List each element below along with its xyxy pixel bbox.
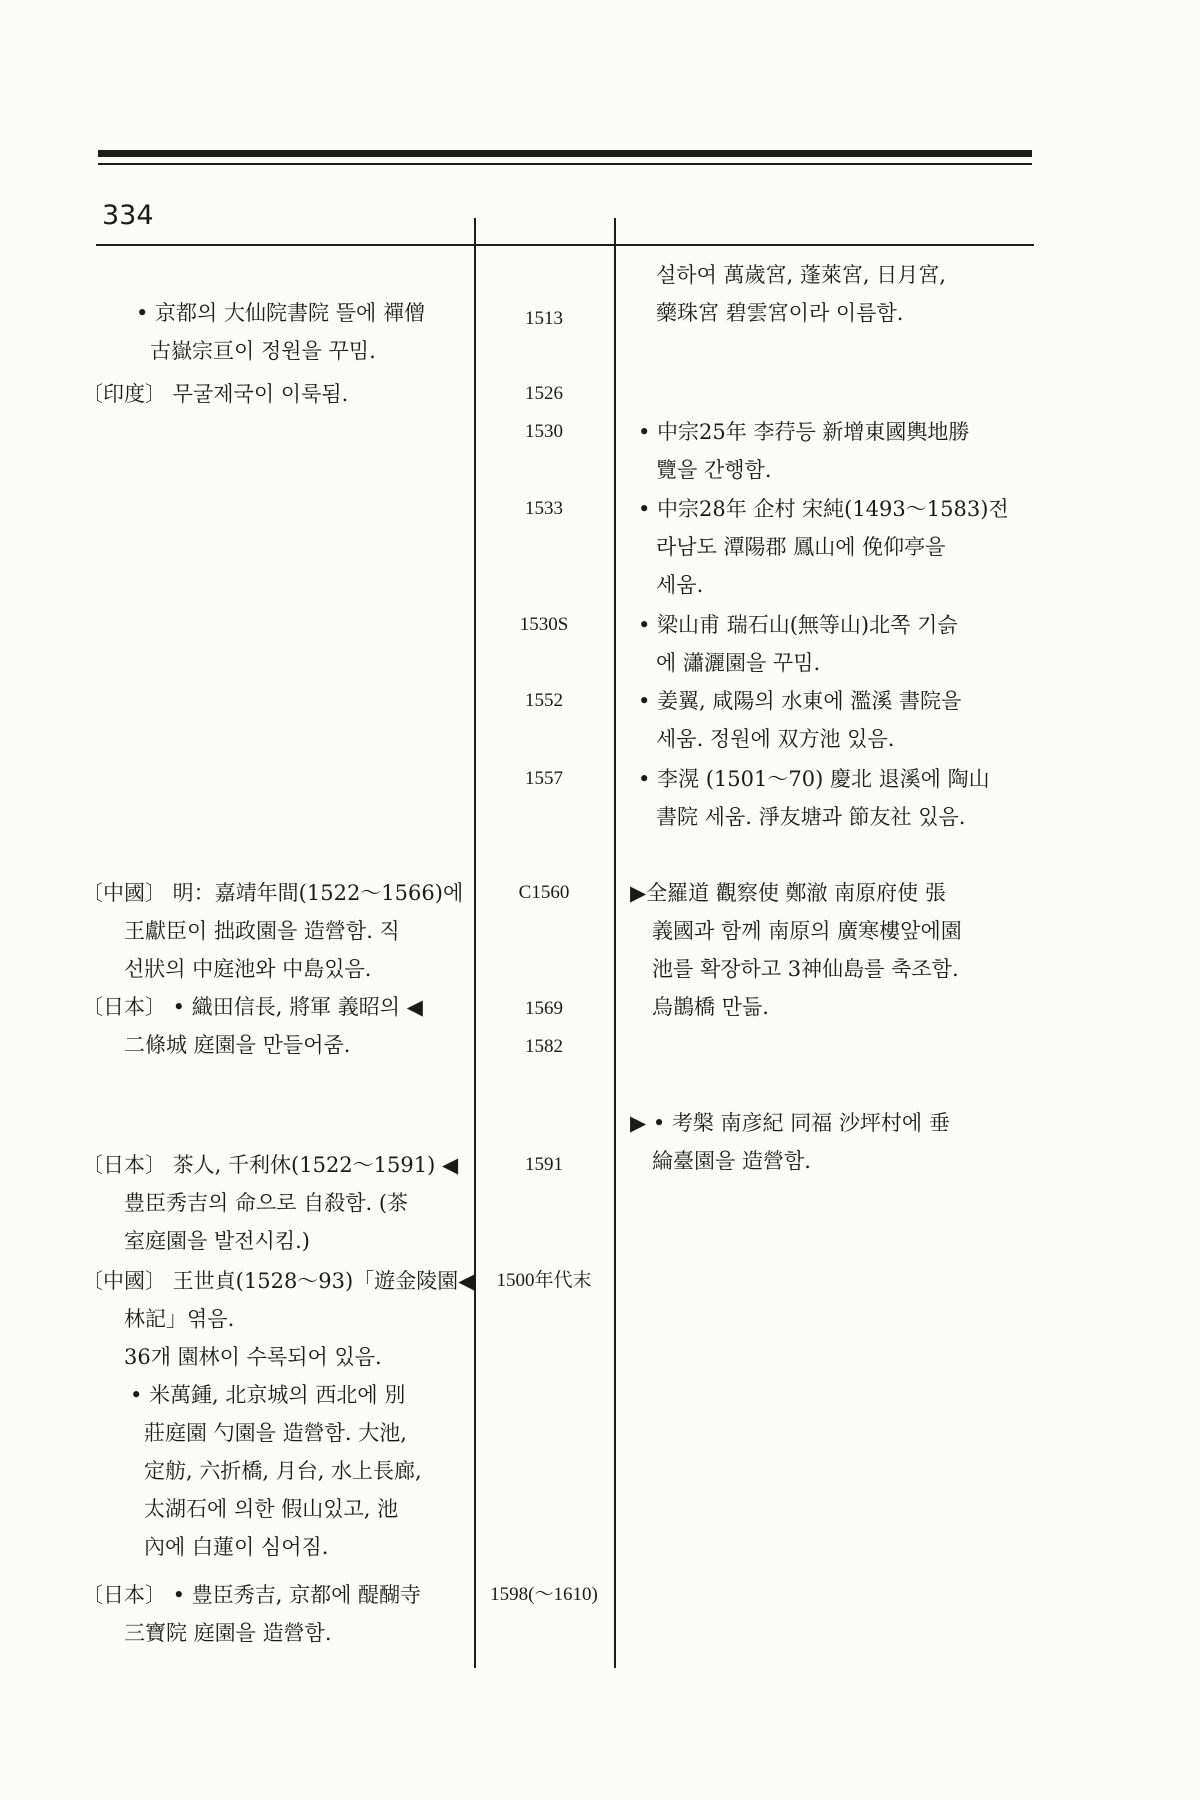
year-label: 1530S (519, 614, 569, 635)
right-entry-suryundae (630, 1104, 950, 1180)
text-line: 세움. (656, 573, 704, 597)
year-label: 1569 (525, 998, 563, 1019)
text-line: 內에 白蓮이 심어짐. (144, 1535, 329, 1559)
text-line: 라남도 潭陽郡 鳳山에 俛仰亭을 (656, 535, 946, 559)
left-entry-nijo (82, 988, 423, 1064)
text-line: 二條城 庭園을 만들어줌. (124, 1033, 351, 1057)
text-line: ▶ • 考槃 南彦紀 同福 沙坪村에 垂 (630, 1111, 950, 1135)
text-line: • 姜翼, 咸陽의 水東에 濫溪 書院을 (638, 689, 962, 713)
year-label: 1598(～1610) (490, 1584, 598, 1605)
text-line: 義國과 함께 南原의 廣寒樓앞에園 (652, 919, 962, 943)
text-line: 林記」엮음. (124, 1307, 235, 1331)
text-line: • 中宗28年 企村 宋純(1493～1583)전 (638, 497, 1009, 521)
text-line: 〔日本〕 • 織田信長, 將軍 義昭의 ◀ (82, 995, 423, 1019)
year-label: 1591 (525, 1154, 563, 1175)
year-label: 1500年代末 (496, 1270, 592, 1291)
right-entry-palace-names (656, 256, 946, 332)
text-line: 池를 확장하고 3神仙島를 축조함. (652, 957, 959, 981)
text-line: • 京都의 大仙院書院 뜰에 禪僧 (136, 301, 425, 325)
left-entry-rikyu (82, 1146, 458, 1260)
left-entry-mughal (82, 375, 348, 413)
right-entry-yeoji (638, 413, 969, 489)
right-entry-dosan-seowon (638, 760, 990, 836)
year-label: 1552 (525, 690, 563, 711)
text-line: 설하여 萬歲宮, 蓬萊宮, 日月宮, (656, 263, 946, 287)
year-label: 1582 (525, 1036, 563, 1057)
year-label: 1530 (525, 421, 563, 442)
text-line: 室庭園을 발전시킴.) (124, 1229, 310, 1253)
left-entry-wangshizhen (82, 1262, 474, 1566)
text-line: 書院 세움. 淨友塘과 節友社 있음. (656, 805, 966, 829)
text-line: 〔中國〕 明：嘉靖年間(1522～1566)에 (82, 881, 464, 905)
header-rule-thin (98, 163, 1032, 165)
text-line: • 梁山甫 瑞石山(無等山)北쪽 기슭 (638, 613, 958, 637)
text-line: 豊臣秀吉의 命으로 自殺함. (茶 (124, 1191, 409, 1215)
left-entry-daigoji (82, 1576, 421, 1652)
header-rule-thick (98, 150, 1032, 157)
year-label: C1560 (518, 882, 570, 903)
year-label: 1533 (525, 498, 563, 519)
year-label: 1557 (525, 768, 563, 789)
text-line: 烏鵲橋 만듦. (652, 995, 769, 1019)
text-line: 莊庭園 勺園을 造營함. 大池, (144, 1421, 407, 1445)
column-divider-right (614, 218, 616, 1668)
year-label: 1513 (525, 308, 563, 329)
text-line: 藥珠宮 碧雲宮이라 이름함. (656, 301, 904, 325)
text-line: 太湖石에 의한 假山있고, 池 (144, 1497, 399, 1521)
text-line: 〔中國〕 王世貞(1528～93)「遊金陵園◀ (82, 1269, 475, 1293)
text-line: 定舫, 六折橋, 月台, 水上長廊, (144, 1459, 422, 1483)
left-entry-daisenin (136, 294, 425, 370)
text-line: 〔日本〕 茶人, 千利休(1522～1591) ◀ (82, 1153, 459, 1177)
right-entry-soswaewon (638, 606, 958, 682)
year-label: 1526 (525, 383, 563, 404)
page-number: 334 (102, 200, 154, 231)
text-line: • 米萬鍾, 北京城의 西北에 別 (130, 1383, 406, 1407)
left-entry-zhuozheng (82, 874, 463, 988)
text-line: 36개 園林이 수록되어 있음. (124, 1345, 382, 1369)
text-line: 〔日本〕 • 豊臣秀吉, 京都에 醍醐寺 (82, 1583, 422, 1607)
text-line: 세움. 정원에 双方池 있음. (656, 727, 895, 751)
text-line: 三寶院 庭園을 造營함. (124, 1621, 332, 1645)
text-line: 古嶽宗亘이 정원을 꾸밈. (150, 339, 376, 363)
text-line: 〔印度〕 무굴제국이 이룩됨. (82, 382, 349, 406)
right-entry-namgye-seowon (638, 682, 961, 758)
right-entry-gwanghallu (630, 874, 962, 1026)
text-line: ▶全羅道 觀察使 鄭澈 南原府使 張 (630, 881, 946, 905)
text-line: 王獻臣이 拙政園을 造營함. 직 (124, 919, 400, 943)
table-header-rule (96, 244, 1034, 246)
text-line: • 李滉 (1501～70) 慶北 退溪에 陶山 (638, 767, 990, 791)
text-line: 綸臺園을 造營함. (652, 1149, 811, 1173)
text-line: 에 瀟灑園을 꾸밈. (656, 651, 821, 675)
text-line: 覽을 간행함. (656, 458, 772, 482)
text-line: 선狀의 中庭池와 中島있음. (124, 957, 372, 981)
right-entry-myeonangjeong (638, 490, 1009, 604)
text-line: • 中宗25年 李荇등 新增東國輿地勝 (638, 420, 970, 444)
